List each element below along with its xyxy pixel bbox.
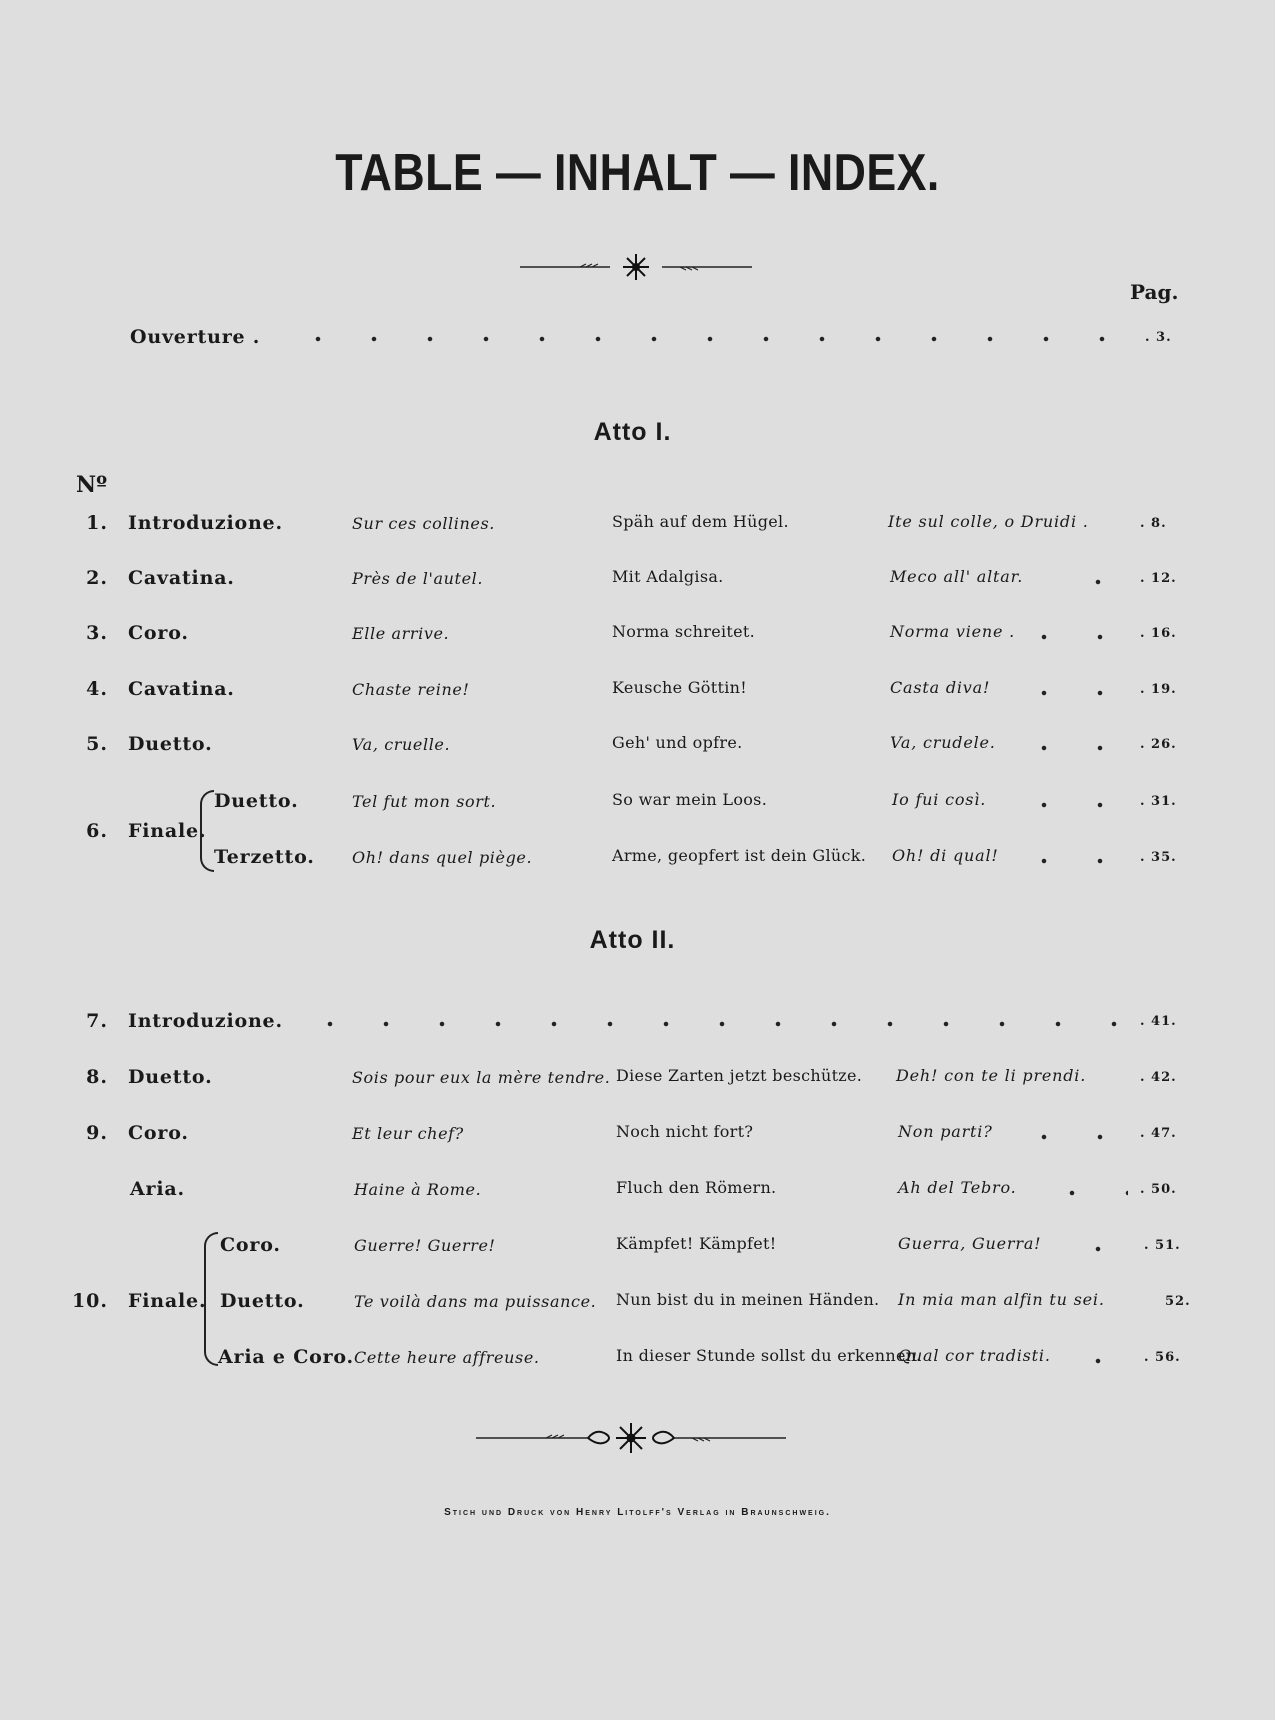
row-subtitle: Aria e Coro. (218, 1346, 354, 1368)
publisher-imprint: Stich und Druck von Henry Litolff's Verlag in Braunschweig. (444, 1507, 831, 1518)
row-title: Coro. (128, 622, 189, 644)
row-title: Finale. (128, 1290, 207, 1312)
row-german: Norma schreitet. (612, 622, 756, 641)
row-german: Späh auf dem Hügel. (612, 512, 789, 531)
leader-dots (1070, 575, 1126, 589)
row-page: . 19. (1140, 682, 1177, 697)
row-subtitle: Duetto. (214, 790, 299, 812)
ornament-divider-bottom (476, 1420, 786, 1456)
row-number: 3. (86, 622, 108, 644)
row-page: . 47. (1140, 1126, 1177, 1141)
row-title: Cavatina. (128, 567, 235, 589)
row-french: Tel fut mon sort. (352, 792, 497, 811)
row-italian: Norma viene . (890, 622, 1016, 641)
row-french: Sois pour eux la mère tendre. (352, 1068, 611, 1087)
row-french: Te voilà dans ma puissance. (354, 1292, 597, 1311)
row-italian: Oh! di qual! (892, 846, 999, 865)
leader-dots (290, 332, 1120, 346)
row-german: Keusche Göttin! (612, 678, 747, 697)
row-german: Noch nicht fort? (616, 1122, 754, 1141)
row-french: Sur ces collines. (352, 514, 495, 533)
leader-dots (1016, 741, 1128, 755)
row-subtitle: Duetto. (220, 1290, 305, 1312)
leader-dots (1016, 854, 1128, 868)
leader-dots (1016, 686, 1128, 700)
row-french: Et leur chef? (352, 1124, 464, 1143)
row-title: Finale. (128, 820, 207, 842)
row-italian: Casta diva! (890, 678, 991, 697)
row-french: Elle arrive. (352, 624, 450, 643)
row-german: So war mein Loos. (612, 790, 768, 809)
page-title: TABLE — INHALT — INDEX. (335, 144, 940, 202)
row-number: 9. (86, 1122, 108, 1144)
leader-dots (1044, 1186, 1128, 1200)
row-italian: Deh! con te li prendi. (896, 1066, 1087, 1085)
row-french: Guerre! Guerre! (354, 1236, 496, 1255)
row-title: Duetto. (128, 1066, 213, 1088)
row-german: Diese Zarten jetzt beschütze. (616, 1066, 863, 1085)
row-title: Coro. (128, 1122, 189, 1144)
row-page: . 50. (1140, 1182, 1177, 1197)
row-page: . 31. (1140, 794, 1177, 809)
row-german: Geh' und opfre. (612, 733, 743, 752)
row-italian: Va, crudele. (890, 733, 996, 752)
row-french: Haine à Rome. (354, 1180, 482, 1199)
row-french: Oh! dans quel piège. (352, 848, 533, 867)
row-title: Introduzione. (128, 1010, 283, 1032)
row-number: 1. (86, 512, 108, 534)
row-page: . 8. (1140, 516, 1167, 531)
leader-dots (1016, 798, 1128, 812)
row-page: . 41. (1140, 1014, 1177, 1029)
row-page: . 42. (1140, 1070, 1177, 1085)
leader-dots (1016, 1130, 1128, 1144)
row-italian: Qual cor tradisti. (898, 1346, 1051, 1365)
row-page: . 35. (1140, 850, 1177, 865)
row-italian: In mia man alfin tu sei. (898, 1290, 1105, 1309)
page-column-header: Pag. (1130, 280, 1179, 304)
row-italian: Ite sul colle, o Druidi . (888, 512, 1089, 531)
row-german: Mit Adalgisa. (612, 567, 724, 586)
row-page: . 51. (1144, 1238, 1181, 1253)
row-page: . 12. (1140, 571, 1177, 586)
row-title: Duetto. (128, 733, 213, 755)
row-german: Fluch den Römern. (616, 1178, 777, 1197)
row-page: 52. (1165, 1294, 1191, 1309)
overture-label: Ouverture . (130, 326, 261, 348)
act-heading-2: Atto II. (589, 926, 676, 954)
row-french: Cette heure affreuse. (354, 1348, 540, 1367)
row-subtitle: Coro. (220, 1234, 281, 1256)
row-title: Cavatina. (128, 678, 235, 700)
row-title: Aria. (130, 1178, 185, 1200)
row-german: Kämpfet! Kämpfet! (616, 1234, 777, 1253)
row-german: In dieser Stunde sollst du erkennen. (616, 1346, 922, 1365)
row-number: 5. (86, 733, 108, 755)
row-italian: Io fui così. (892, 790, 987, 809)
row-french: Chaste reine! (352, 680, 470, 699)
row-number: 4. (86, 678, 108, 700)
row-german: Arme, geopfert ist dein Glück. (612, 846, 867, 865)
overture-page: . 3. (1145, 330, 1172, 345)
row-number: 6. (86, 820, 108, 842)
leader-dots (1070, 1242, 1126, 1256)
row-french: Près de l'autel. (352, 569, 484, 588)
row-number: 8. (86, 1066, 108, 1088)
leader-dots (1070, 1354, 1126, 1368)
row-german: Nun bist du in meinen Händen. (616, 1290, 880, 1309)
row-italian: Guerra, Guerra! (898, 1234, 1042, 1253)
row-page: . 56. (1144, 1350, 1181, 1365)
row-subtitle: Terzetto. (214, 846, 315, 868)
row-number: 7. (86, 1010, 108, 1032)
row-number: 2. (86, 567, 108, 589)
row-number: 10. (71, 1290, 108, 1312)
ornament-divider-top (520, 252, 752, 282)
leader-dots (1016, 630, 1128, 644)
row-italian: Ah del Tebro. (898, 1178, 1017, 1197)
number-column-header: Nº (76, 472, 108, 498)
row-title: Introduzione. (128, 512, 283, 534)
row-italian: Non parti? (898, 1122, 993, 1141)
row-page: . 16. (1140, 626, 1177, 641)
act-heading-1: Atto I. (593, 418, 672, 446)
brace-finale-6 (200, 790, 214, 872)
row-italian: Meco all' altar. (890, 567, 1024, 586)
leader-dots (302, 1017, 1128, 1031)
row-page: . 26. (1140, 737, 1177, 752)
row-french: Va, cruelle. (352, 735, 451, 754)
